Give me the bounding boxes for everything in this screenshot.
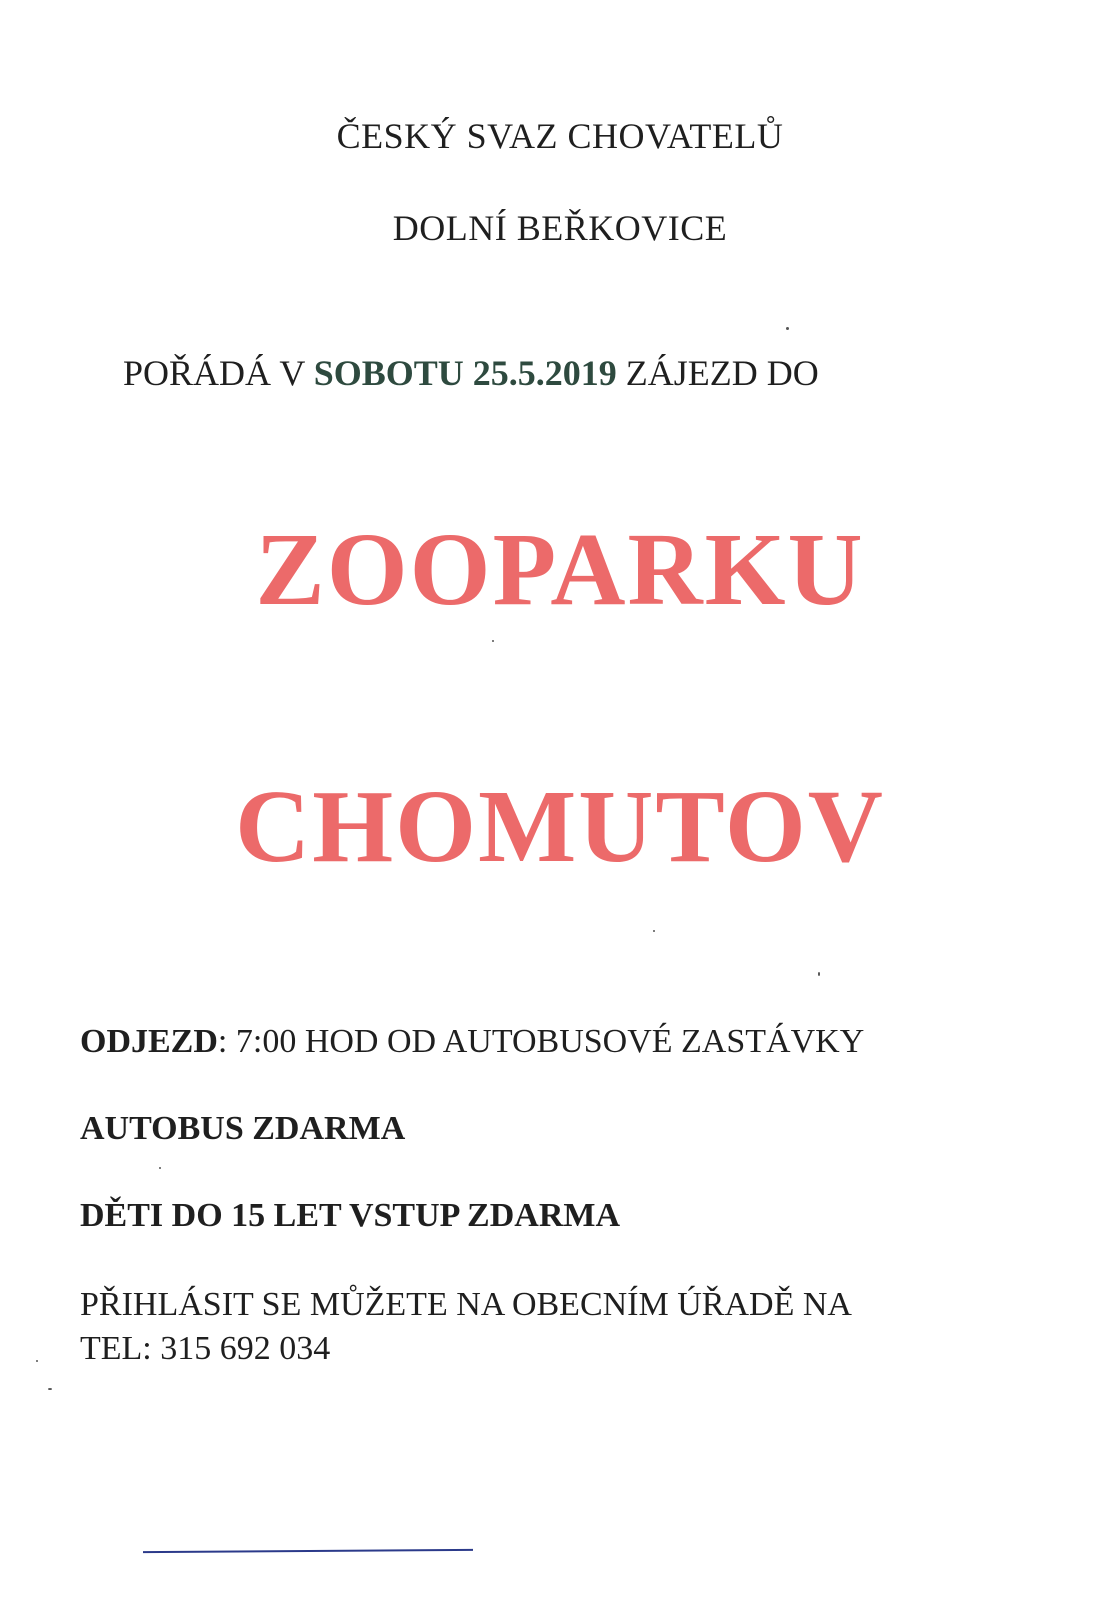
scan-speck	[786, 327, 789, 330]
scan-speck	[818, 972, 820, 976]
invite-line	[123, 355, 819, 391]
organization-place: DOLNÍ BEŘKOVICE	[392, 208, 728, 248]
event-date: SOBOTU 25.5.2019	[313, 353, 617, 393]
invite-after-date: ZÁJEZD DO	[616, 353, 819, 393]
invite-before-date: POŘÁDÁ V	[123, 353, 314, 393]
signup-info: PŘIHLÁSIT SE MŮŽETE NA OBECNÍM ÚŘADĚ NA	[80, 1286, 852, 1323]
headline-city: CHOMUTOV	[235, 769, 885, 884]
departure-text: : 7:00 HOD OD AUTOBUSOVÉ ZASTÁVKY	[217, 1023, 865, 1060]
scan-speck	[492, 640, 494, 642]
scan-speck	[36, 1360, 38, 1362]
departure-label: ODJEZD	[80, 1023, 218, 1060]
organization-name: ČESKÝ SVAZ CHOVATELŮ	[336, 116, 784, 156]
phone-number: TEL: 315 692 034	[80, 1330, 331, 1367]
kids-entry-info: DĚTI DO 15 LET VSTUP ZDARMA	[80, 1197, 621, 1234]
scan-speck	[48, 1388, 52, 1390]
departure-line	[80, 1025, 864, 1059]
bus-info: AUTOBUS ZDARMA	[80, 1110, 406, 1147]
headline-zoopark: ZOOPARKU	[255, 512, 865, 627]
signature-line	[143, 1549, 473, 1553]
scan-speck	[653, 930, 655, 932]
scan-speck	[159, 1167, 161, 1169]
